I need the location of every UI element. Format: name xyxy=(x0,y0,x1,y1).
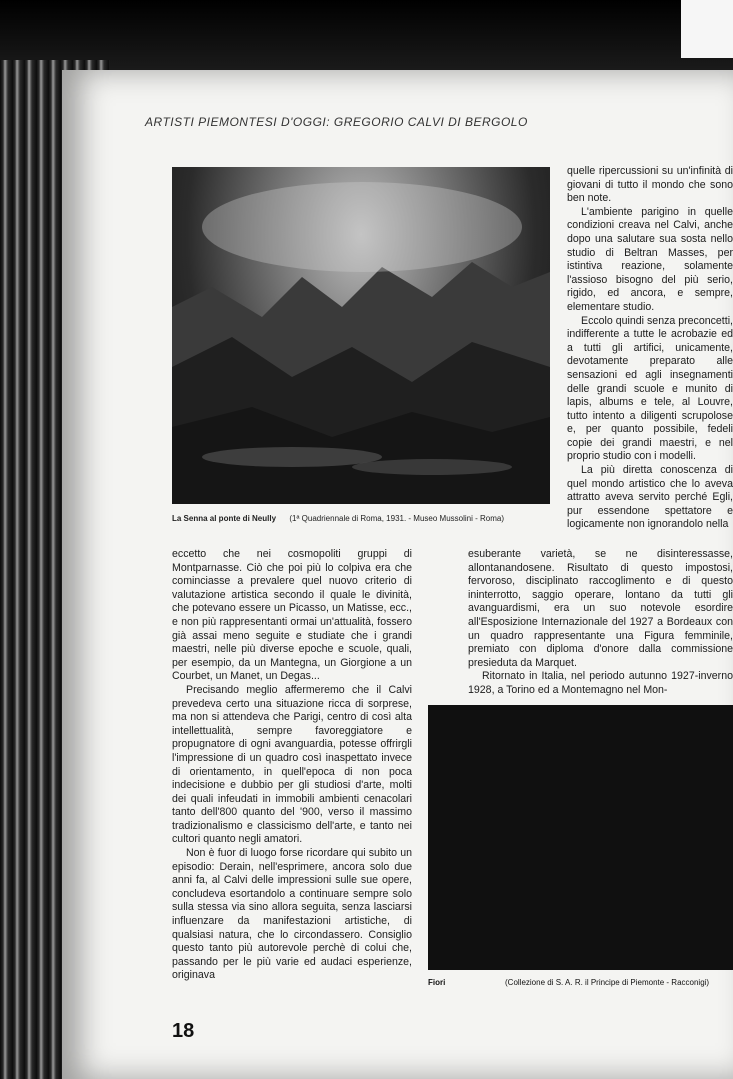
paragraph: La più diretta conoscenza di quel mondo artistico che lo aveva attratto aveva servito perché Egli, pur essendone spettatore e logicamente non ignorandolo nella xyxy=(567,464,733,531)
paper-corner xyxy=(681,0,733,58)
paragraph: Eccolo quindi senza preconcetti, indifferente a tutte le acrobazie ed a tutti gli artifici, unicamente, devotamente preparato alle sensazioni ed agli insegnamenti delle grandi scuole e munito di lapis, albums e tele, al Louvre, tutto intento a diligenti scrupolose e, per quanto possibile, fedeli copie dei grandi maestri, e nel proprio studio con i modelli. xyxy=(567,314,733,463)
paragraph: eccetto che nei cosmopoliti gruppi di Montparnasse. Ciò che poi più lo colpiva era che cominciasse a prevalere quel nuovo criterio di valutazione artistica secondo il quale le divinità, che potevano essere un Picasso, un Matisse, ecc., e non più rappresentanti ormai un'attualità, fossero già assai meno seguite e studiate che i grandi maestri, nelle più diverse epoche e scuole, quali, per esempio, da un Mantegna, un Giorgione a un Courbet, un Manet, un Degas... xyxy=(172,548,412,683)
page-number: 18 xyxy=(172,1020,195,1042)
figure-title-bottom: Fiori xyxy=(428,978,446,987)
figure-caption-text: (1ª Quadriennale di Roma, 1931. - Museo Mussolini - Roma) xyxy=(289,514,504,523)
figure-caption-top xyxy=(172,514,562,523)
figure-caption-bottom: (Collezione di S. A. R. il Principe di Piemonte - Racconigi) xyxy=(505,978,710,987)
paragraph: quelle ripercussioni su un'infinità di giovani di tutto il mondo che sono ben note. xyxy=(567,165,733,205)
column-right-bottom xyxy=(468,548,733,698)
painting-fiori-image xyxy=(428,705,733,970)
running-head: ARTISTI PIEMONTESI D'OGGI: GREGORIO CALVI DI BERGOLO xyxy=(145,115,528,129)
column-left xyxy=(172,548,412,983)
paragraph: esuberante varietà, se ne disinteressasse, allontanandosene. Risultato di questo impostosi, fervoroso, disciplinato raccoglimento e di questo ininterrotto, saggio operare, lontano da tutti gli avanguardismi, era un suo notevole esordire all'Esposizione Internazionale del 1927 a Bordeaux con un quadro rappresentante una Figura femminile, premiato con diploma d'onore dalla commissione presieduta da Marquet. xyxy=(468,548,733,669)
paragraph: Non è fuor di luogo forse ricordare qui subito un episodio: Derain, nell'esprimere, ancora solo due anni fa, al Calvi delle impressioni sulle sue opere, concludeva esortandolo a continuare sempre solo sulla stessa via sino allora seguita, senza lasciarsi influenzare da manifestazioni artistiche, di qualsiasi natura, che lo circondassero. Consiglio questo tanto più autorevole perchè di colui che, passando per le più varie ed audaci esperienze, originava xyxy=(172,847,412,982)
column-right-top xyxy=(567,165,733,532)
painting-senna-image xyxy=(172,167,550,504)
paragraph: Ritornato in Italia, nel periodo autunno 1927-inverno 1928, a Torino ed a Montemagno nel Mon- xyxy=(468,670,733,696)
paragraph: Precisando meglio affermeremo che il Calvi prevedeva certo una situazione ricca di sorprese, ma non si attendeva che Parigi, centro di così alta intellettualità, sempre favoreggiatore e propugnatore di ogni avanguardia, potesse offrirgli l'impressione di un quadro così inaspettato invece di orientamento, in quell'epoca di non poca indecisione e dubbio per gli studiosi d'arte, molti dei quali infeudati in immobili ambienti cenacolari tanto dell'800 quanto del '900, verso il massimo tradizionalismo e classicismo dell'arte, e tanto nei cultori quanto negli amatori. xyxy=(172,683,412,846)
paragraph: L'ambiente parigino in quelle condizioni creava nel Calvi, anche dopo una salutare sua sosta nello studio di Beltran Masses, per istintiva reazione, solamente l'assioso bisogno del più serio, rigido, ed ancora, e sempre, elementare studio. xyxy=(567,205,733,313)
figure-title: La Senna al ponte di Neully xyxy=(172,514,277,523)
painting-landscape-illustration xyxy=(172,167,550,504)
